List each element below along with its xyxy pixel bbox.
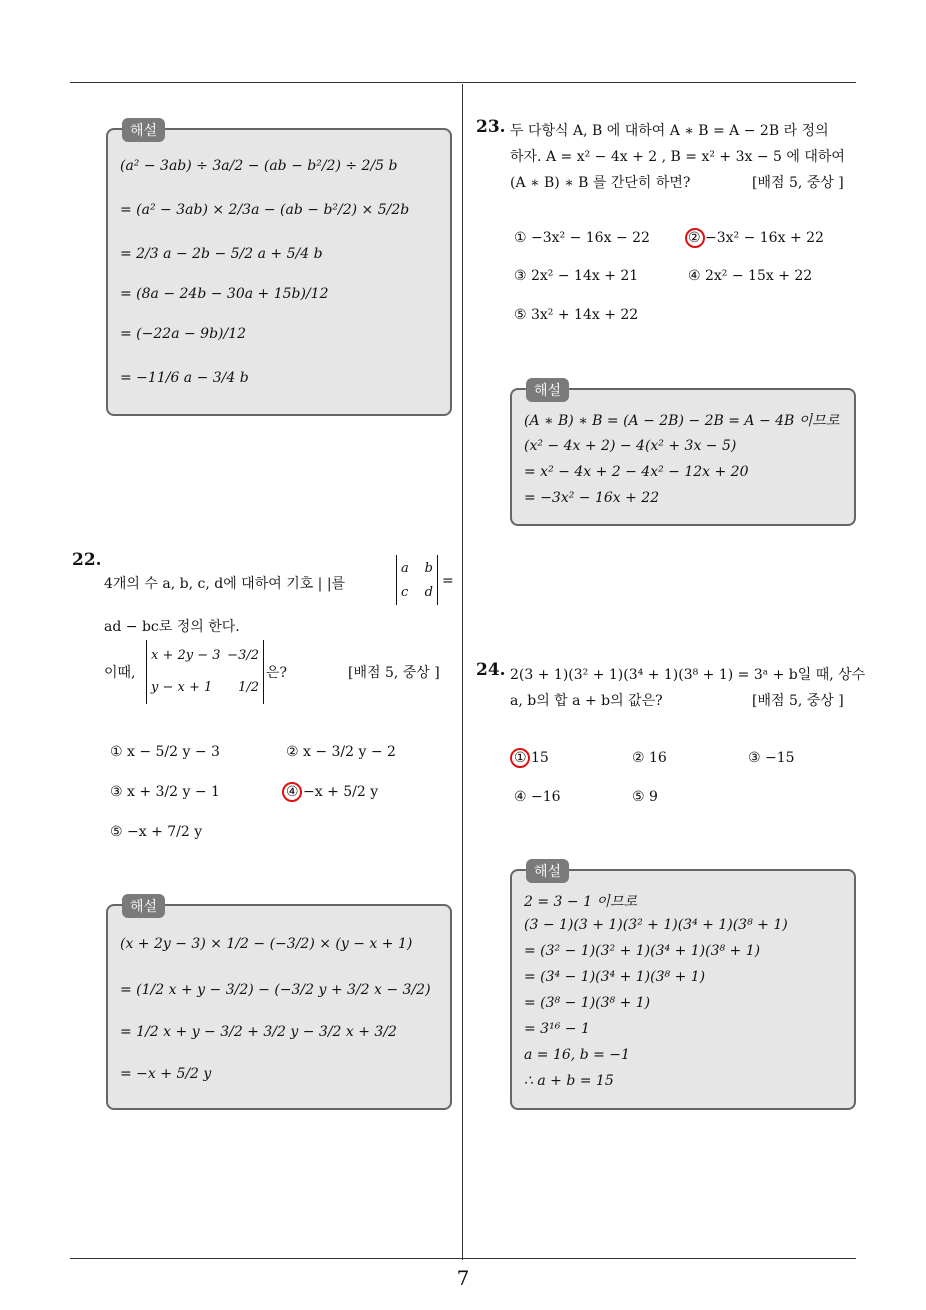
equals-sign: = (442, 573, 454, 589)
mat-r2c1: y − x + 1 (151, 680, 213, 695)
score-label: [배점 5, 중상 ] (752, 693, 844, 709)
choice-1[interactable]: ① 15 (514, 750, 549, 766)
choice-4[interactable]: ④ −x + 5/2 y (286, 784, 379, 800)
solution-tag: 해설 (122, 894, 165, 918)
solution-line: = −x + 5/2 y (120, 1066, 212, 1082)
solution-line: = (1/2 x + y − 3/2) − (−3/2 y + 3/2 x − 3/2) (120, 982, 431, 998)
solution-line: ∴ a + b = 15 (524, 1073, 614, 1089)
solution-line: (A ∗ B) ∗ B = (A − 2B) − 2B = A − 4B 이므로 (524, 413, 840, 429)
question-text: ad − bc로 정의 한다. (104, 619, 240, 635)
mat-r1c1: x + 2y − 3 (151, 648, 221, 663)
question-number: 24. (476, 660, 506, 680)
det-d: d (424, 585, 433, 600)
choice-4[interactable]: ④ −16 (514, 789, 561, 805)
choice-5[interactable]: ⑤ 9 (632, 789, 658, 805)
q21-solution-box (106, 123, 452, 416)
det-a: a (401, 561, 409, 576)
solution-line: (x² − 4x + 2) − 4(x² + 3x − 5) (524, 438, 737, 454)
solution-line: = (3⁴ − 1)(3⁴ + 1)(3⁸ + 1) (524, 969, 706, 985)
solution-line: (x + 2y − 3) × 1/2 − (−3/2) × (y − x + 1) (120, 936, 413, 952)
det-b: b (424, 561, 433, 576)
question-text: 은? (266, 665, 288, 681)
solution-line: = x² − 4x + 2 − 4x² − 12x + 20 (524, 464, 749, 480)
question-text: 4개의 수 a, b, c, d에 대하여 기호 | |를 (104, 576, 346, 592)
determinant-expression (146, 640, 264, 704)
answer-mark (510, 748, 530, 768)
top-rule (70, 82, 856, 83)
solution-tag: 해설 (122, 118, 165, 142)
solution-tag: 해설 (526, 378, 569, 402)
solution-line: 2 = 3 − 1 이므로 (524, 894, 638, 910)
solution-line: = 2/3 a − 2b − 5/2 a + 5/4 b (120, 246, 323, 262)
choice-5[interactable]: ⑤ −x + 7/2 y (110, 824, 203, 840)
answer-mark (685, 228, 705, 248)
column-divider (462, 84, 463, 1260)
score-label: [배점 5, 중상 ] (348, 665, 440, 681)
choice-5[interactable]: ⑤ 3x² + 14x + 22 (514, 307, 639, 323)
solution-line: (a² − 3ab) ÷ 3a/2 − (ab − b²/2) ÷ 2/5 b (120, 158, 398, 174)
question-text: a, b의 합 a + b의 값은? (510, 693, 663, 709)
question-text: 이때, (104, 665, 136, 681)
choice-2[interactable]: ② 16 (632, 750, 667, 766)
choice-4[interactable]: ④ 2x² − 15x + 22 (688, 268, 813, 284)
q24-solution-box (510, 864, 856, 1110)
question-text: 2(3 + 1)(3² + 1)(3⁴ + 1)(3⁸ + 1) = 3ᵃ + b일 때, 상수 (510, 667, 866, 683)
choice-2[interactable]: ② x − 3/2 y − 2 (286, 744, 396, 760)
page-number: 7 (456, 1266, 470, 1290)
q22-solution-box (106, 899, 452, 1110)
solution-line: = 1/2 x + y − 3/2 + 3/2 y − 3/2 x + 3/2 (120, 1024, 397, 1040)
question-text: 하자. A = x² − 4x + 2 , B = x² + 3x − 5 에 대하여 (510, 149, 845, 165)
solution-tag: 해설 (526, 859, 569, 883)
bottom-rule (70, 1258, 856, 1259)
solution-line: = −3x² − 16x + 22 (524, 490, 660, 506)
question-number: 23. (476, 117, 506, 137)
question-text: (A ∗ B) ∗ B 를 간단히 하면? (510, 175, 691, 191)
score-label: [배점 5, 중상 ] (752, 175, 844, 191)
solution-line: = (3² − 1)(3² + 1)(3⁴ + 1)(3⁸ + 1) (524, 943, 761, 959)
choice-2[interactable]: ② −3x² − 16x + 22 (688, 230, 824, 246)
question-number: 22. (72, 550, 102, 570)
solution-line: = (−22a − 9b)/12 (120, 326, 247, 342)
determinant-definition (396, 555, 438, 605)
question-text: 두 다항식 A, B 에 대하여 A ∗ B = A − 2B 라 정의 (510, 123, 829, 139)
solution-line: (3 − 1)(3 + 1)(3² + 1)(3⁴ + 1)(3⁸ + 1) (524, 917, 788, 933)
choice-3[interactable]: ③ −15 (748, 750, 795, 766)
mat-r2c2: 1/2 (238, 680, 259, 695)
solution-line: = (3⁸ − 1)(3⁸ + 1) (524, 995, 651, 1011)
answer-mark (282, 782, 302, 802)
choice-3[interactable]: ③ 2x² − 14x + 21 (514, 268, 639, 284)
choice-1[interactable]: ① −3x² − 16x − 22 (514, 230, 650, 246)
solution-line: = (8a − 24b − 30a + 15b)/12 (120, 286, 329, 302)
q23-solution-box (510, 383, 856, 526)
choice-1[interactable]: ① x − 5/2 y − 3 (110, 744, 220, 760)
solution-line: = −11/6 a − 3/4 b (120, 370, 249, 386)
solution-line: = 3¹⁶ − 1 (524, 1021, 590, 1037)
solution-line: a = 16, b = −1 (524, 1047, 630, 1063)
solution-line: = (a² − 3ab) × 2/3a − (ab − b²/2) × 5/2b (120, 202, 410, 218)
mat-r1c2: −3/2 (227, 648, 259, 663)
det-c: c (401, 585, 409, 600)
choice-3[interactable]: ③ x + 3/2 y − 1 (110, 784, 220, 800)
